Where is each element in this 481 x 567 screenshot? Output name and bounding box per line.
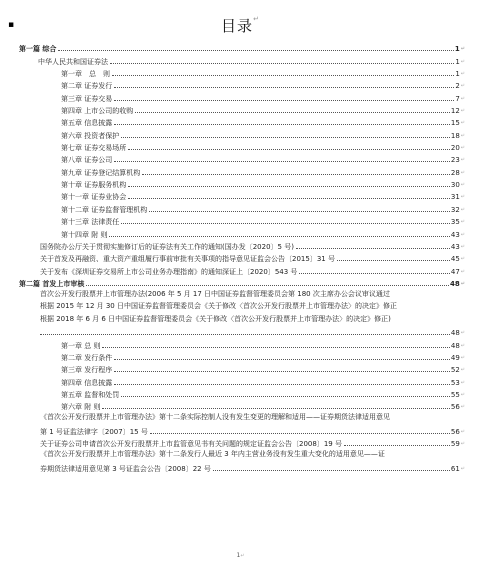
toc-entry-page: 20 (450, 144, 460, 153)
return-mark: ↵ (460, 391, 465, 398)
toc-entry-part2[interactable] (0, 276, 481, 288)
toc-entry-opinion1[interactable] (0, 424, 481, 436)
toc-entry-chapter[interactable] (0, 152, 481, 164)
toc-entry-page: 30 (450, 181, 460, 190)
return-mark: ↵ (460, 58, 465, 65)
dot-leader (102, 408, 449, 409)
toc-entry-chapter[interactable] (0, 127, 481, 139)
toc-entry-notice[interactable] (0, 251, 481, 263)
toc-entry-chapter[interactable] (0, 214, 481, 226)
toc-entry-label: 第八章 证券公司 (61, 156, 113, 165)
dot-leader (135, 112, 450, 113)
dot-leader (299, 273, 449, 274)
dot-leader (121, 396, 450, 397)
return-mark: ↵ (460, 157, 465, 164)
toc-entry-label: 券期货法律适用意见第 3 号证监会公告〔2008〕22 号 (40, 465, 211, 474)
dot-leader (128, 186, 450, 187)
toc-entry-page: 43 (450, 242, 460, 251)
return-mark: ↵ (460, 243, 465, 250)
toc-entry-label: 中华人民共和国证券法 (38, 57, 108, 66)
toc-entry-label: 第二章 证券发行 (61, 82, 113, 91)
dot-leader (213, 470, 450, 471)
toc-entry-page: 7 (455, 94, 460, 103)
toc-entry-page: 48 (450, 341, 460, 350)
toc-entry-sub-chapter[interactable] (0, 374, 481, 386)
return-mark: ↵ (460, 342, 465, 349)
toc-entry-label: 第十三章 法律责任 (61, 218, 120, 227)
return-mark: ↵ (460, 108, 465, 115)
return-mark: ↵ (460, 404, 465, 411)
return-mark: ↵ (460, 280, 465, 287)
dot-leader (114, 371, 450, 372)
toc-entry-chapter[interactable] (0, 201, 481, 213)
toc-entry-part1[interactable] (0, 41, 481, 53)
toc-entry-label: 第五章 监督和处罚 (61, 390, 120, 399)
return-mark: ↵ (460, 441, 465, 448)
toc-entry-label: 第十二章 证券监督管理机构 (61, 205, 148, 214)
toc-entry-page: 31 (450, 193, 460, 202)
toc-entry-page: 1 (454, 45, 460, 54)
dot-leader (121, 223, 450, 224)
toc-entry-label: 第一篇 综合 (19, 45, 57, 54)
toc-entry-page: 32 (450, 205, 460, 214)
dot-leader (58, 50, 453, 51)
dot-leader (110, 63, 454, 64)
toc-entry-label: 第一章 总 则 (61, 70, 110, 79)
dot-leader (142, 174, 450, 175)
toc-entry-page: 48 (450, 279, 460, 288)
toc-entry-page: 61 (450, 465, 460, 474)
return-mark: ↵ (460, 132, 465, 139)
page-number-text: 1 (236, 552, 241, 559)
bullet-mark: ▪ (8, 20, 15, 30)
page-number (0, 552, 481, 559)
return-mark: ↵ (460, 83, 465, 90)
toc-entry-opinion1-line[interactable]: 《首次公开发行股票并上市管理办法》第十二条实际控制人没有发生变更的理解和适用——证券期货法律适用意见 (40, 413, 390, 422)
dot-leader (112, 75, 454, 76)
return-mark: ↵ (460, 95, 465, 102)
toc-entry-page: 2 (455, 82, 460, 91)
toc-entry-label: 关于证券公司申请首次公开发行股票并上市监管意见书有关问题的规定证监会公告〔2008〕19 号 (40, 440, 342, 449)
toc-entry-label: 关于发布《深圳证券交易所上市公司业务办理指南》的通知深证上〔2020〕543 号 (40, 267, 298, 276)
return-mark: ↵ (460, 268, 465, 275)
toc-entry-page: 45 (450, 255, 460, 264)
toc-entry-chapter[interactable] (0, 90, 481, 102)
return-mark: ↵ (460, 194, 465, 201)
toc-entry-label: 第三章 证券交易 (61, 94, 113, 103)
toc-entry-page: 59 (450, 440, 460, 449)
return-mark: ↵ (240, 553, 245, 559)
toc-entry-chapter[interactable] (0, 115, 481, 127)
toc-entry-label: 第四章 信息披露 (61, 378, 113, 387)
return-mark: ↵ (460, 466, 465, 473)
toc-entry-page: 23 (450, 156, 460, 165)
return-mark: ↵ (460, 71, 465, 78)
dot-leader (114, 124, 450, 125)
return-mark: ↵ (460, 429, 465, 435)
return-mark: ↵ (460, 145, 465, 152)
dot-leader (114, 384, 450, 385)
toc-entry-measures-line[interactable]: 首次公开发行股票并上市管理办法(2006 年 5 月 17 日中国证券监督管理委员会第 180 次主席办公会议审议通过 (40, 289, 390, 298)
return-mark: ↵ (460, 330, 465, 337)
toc-entry-chapter[interactable] (0, 66, 481, 78)
return-mark: ↵ (460, 182, 465, 189)
toc-entry-opinion2-line[interactable]: 《首次公开发行股票并上市管理办法》第十二条发行人最近 3 年内主营业务没有发生重大变化的适用意见——证 (40, 450, 385, 459)
toc-entry-measures-leader[interactable] (0, 325, 481, 337)
toc-entry-label: 第五章 信息披露 (61, 119, 113, 128)
dot-leader (337, 260, 450, 261)
return-mark: ↵ (460, 219, 465, 226)
return-mark: ↵ (460, 231, 465, 238)
toc-entry-chapter[interactable] (0, 189, 481, 201)
dot-leader (114, 87, 454, 88)
toc-entry-notice[interactable] (0, 239, 481, 251)
toc-entry-page: 1 (455, 57, 460, 66)
toc-entry-label: 国务院办公厅关于贯彻实施修订后的证券法有关工作的通知(国办发〔2020〕5 号) (40, 242, 294, 251)
toc-entry-label: 第四章 上市公司的收购 (61, 107, 134, 116)
dot-leader (40, 334, 450, 335)
dot-leader (109, 236, 449, 237)
toc-entry-measures-line[interactable]: 根据 2015 年 12 月 30 日中国证券监督管理委员会《关于修改〈首次公开发行股票并上市管理办法〉的决定》修正 (40, 302, 397, 311)
toc-entry-label: 关于首发及再融资、重大资产重组履行事前审批有关事项的指导意见证监会公告〔2015〕31 号 (40, 255, 335, 264)
dot-leader (114, 161, 450, 162)
toc-entry-label: 第 1 号证监法律字〔2007〕15 号 (40, 428, 148, 436)
toc-entry-page: 49 (450, 353, 460, 362)
return-mark: ↵ (460, 206, 465, 213)
dot-leader (344, 445, 450, 446)
toc-entry-chapter[interactable] (0, 78, 481, 90)
toc-entry-page: 52 (450, 366, 460, 375)
toc-entry-chapter[interactable] (0, 140, 481, 152)
return-mark: ↵ (460, 46, 465, 53)
toc-entry-sub-chapter[interactable] (0, 387, 481, 399)
return-mark: ↵ (460, 169, 465, 176)
toc-entry-chapter[interactable] (0, 226, 481, 238)
dot-leader (150, 433, 450, 434)
toc-entry-sub-chapter[interactable] (0, 350, 481, 362)
toc-entry-label: 第二篇 首发上市审核 (19, 279, 85, 288)
toc-entry-opinion2[interactable] (0, 461, 481, 473)
return-mark: ↵ (460, 367, 465, 374)
toc-entry-chapter[interactable] (0, 103, 481, 115)
dot-leader (114, 100, 454, 101)
toc-entry-page: 48 (450, 329, 460, 338)
return-mark: ↵ (460, 256, 465, 263)
dot-leader (149, 211, 450, 212)
toc-entry-label: 第三章 发行程序 (61, 366, 113, 375)
toc-entry-measures-line[interactable]: 根据 2018 年 6 月 6 日中国证券监督管理委员会《关于修改〈首次公开发行股票并上市管理办法〉的决定》修正) (40, 314, 391, 323)
toc-entry-page: 55 (450, 390, 460, 399)
toc-entry-chapter[interactable] (0, 177, 481, 189)
toc-entry-sub-chapter[interactable] (0, 399, 481, 411)
toc-entry-page: 12 (450, 107, 460, 116)
title-return-mark: ↵ (253, 15, 260, 23)
toc-entry-page: 15 (450, 119, 460, 128)
toc-title (0, 15, 481, 36)
dot-leader (102, 347, 449, 348)
dot-leader (114, 359, 450, 360)
dot-leader (86, 285, 449, 286)
toc-entry-label: 第十章 证券服务机构 (61, 181, 127, 190)
return-mark: ↵ (460, 354, 465, 361)
toc-entry-law[interactable] (0, 53, 481, 65)
toc-entry-notice[interactable] (0, 436, 481, 448)
toc-entry-sub-chapter[interactable] (0, 337, 481, 349)
toc-entry-label: 第十一章 证券业协会 (61, 193, 127, 202)
toc-entry-label: 第六章 投资者保护 (61, 131, 120, 140)
toc-entry-page: 47 (450, 267, 460, 276)
toc-entry-label: 第七章 证券交易场所 (61, 144, 127, 153)
toc-entry-page: 56 (450, 428, 460, 436)
dot-leader (121, 137, 450, 138)
toc-list (0, 41, 481, 473)
toc-entry-page: 53 (450, 378, 460, 387)
toc-entry-page: 35 (450, 218, 460, 227)
toc-entry-page: 28 (450, 168, 460, 177)
toc-entry-page: 56 (450, 403, 460, 412)
toc-title-text: 目录 (221, 17, 254, 35)
toc-entry-sub-chapter[interactable] (0, 362, 481, 374)
toc-entry-page: 43 (450, 230, 460, 239)
toc-entry-page: 18 (450, 131, 460, 140)
toc-entry-chapter[interactable] (0, 164, 481, 176)
return-mark: ↵ (460, 379, 465, 386)
toc-entry-label: 第十四章 附 则 (61, 230, 108, 239)
toc-entry-page: 1 (455, 70, 460, 79)
toc-entry-label: 第九章 证券登记结算机构 (61, 168, 141, 177)
return-mark: ↵ (460, 120, 465, 127)
dot-leader (128, 149, 450, 150)
toc-entry-label: 第六章 附 则 (61, 403, 101, 412)
toc-entry-notice[interactable] (0, 263, 481, 275)
dot-leader (296, 248, 450, 249)
dot-leader (128, 198, 450, 199)
toc-entry-label: 第一章 总 则 (61, 341, 101, 350)
toc-entry-label: 第二章 发行条件 (61, 353, 113, 362)
